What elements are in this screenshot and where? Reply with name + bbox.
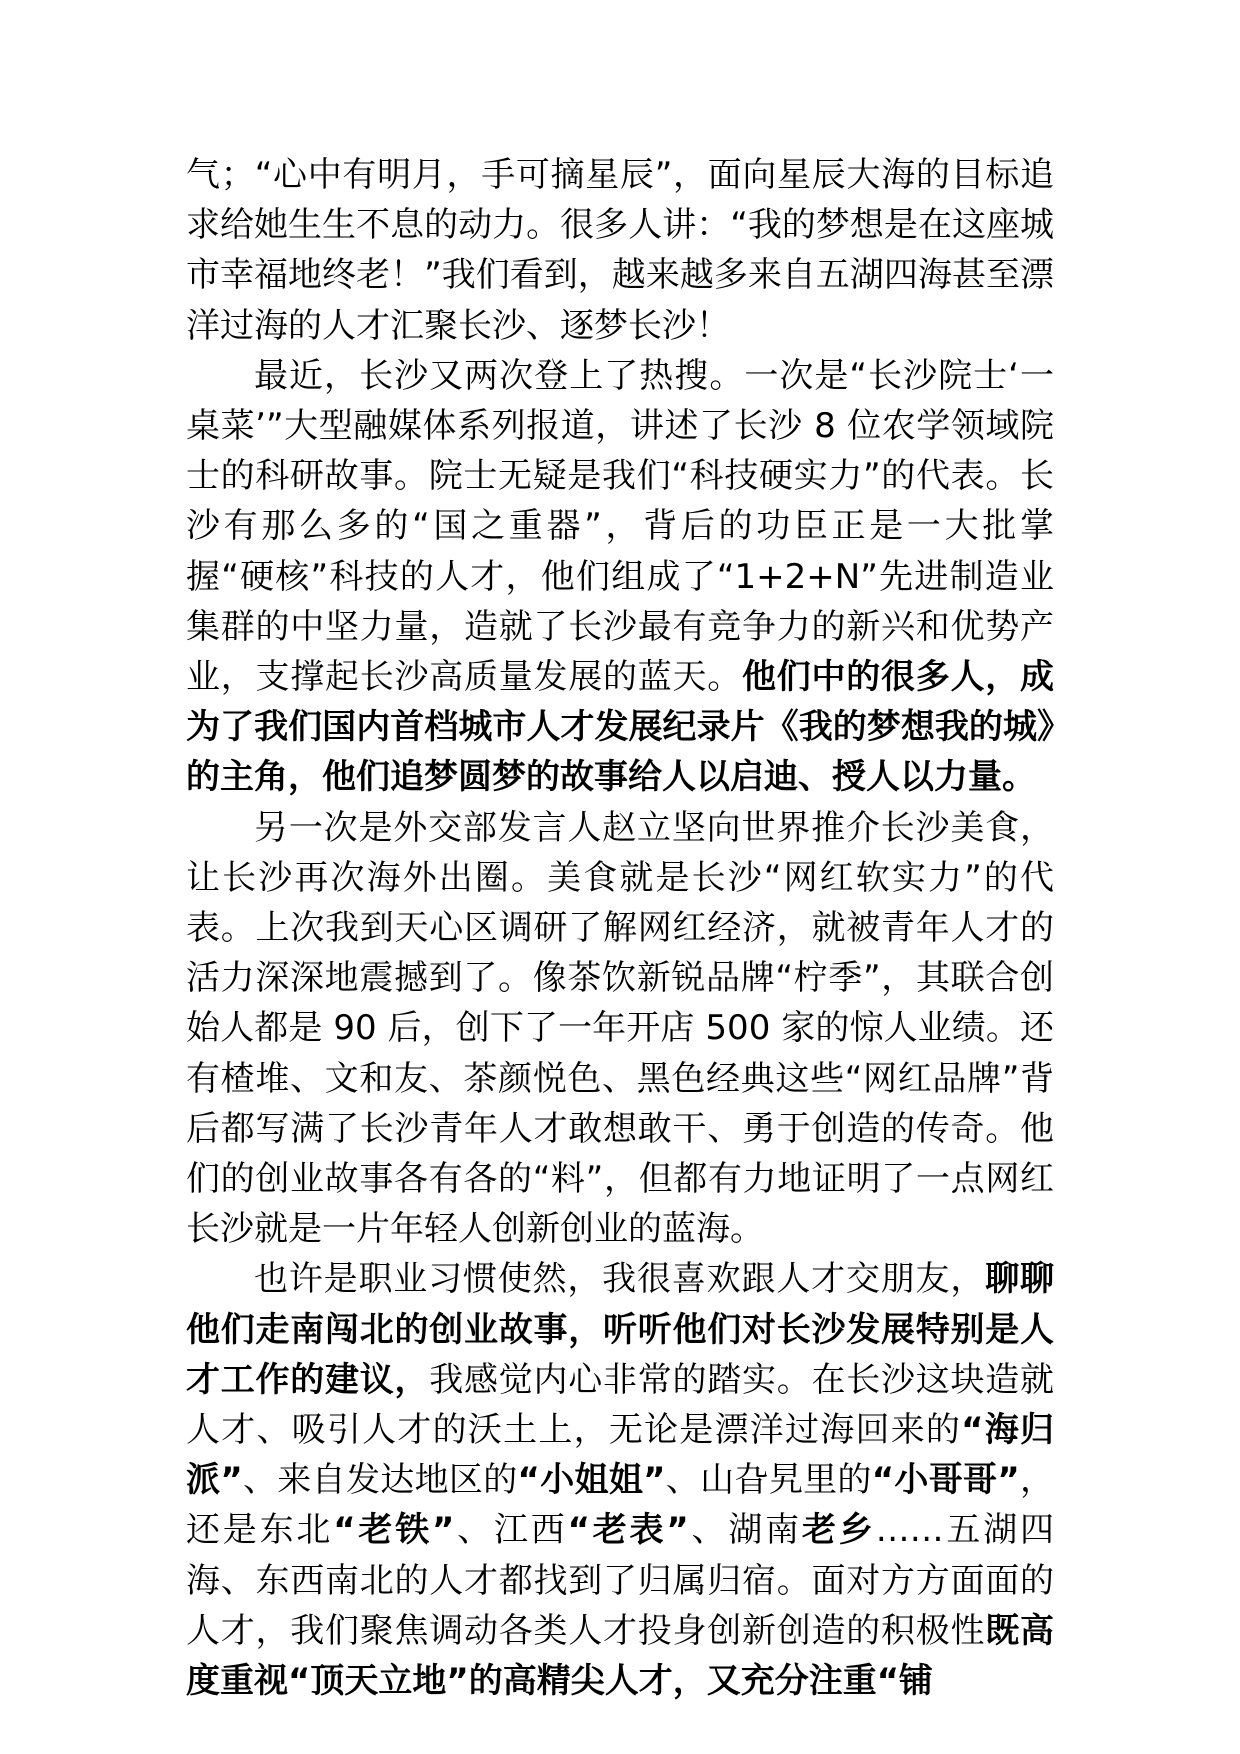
text-run: 最近，长沙又两次登上了热搜。一次是“长沙院士‘一桌菜’”大型融媒体系列报道，讲述了长沙 8 位农学领域院士的科研故事。院士无疑是我们“科技硬实力”的代表。长沙有那么多的“国之重器”，背后的功臣正是一大批掌握“硬核”科技的人才，他们组成了“1+2+N”先进制造业集群的中坚力量，造就了长沙最有竞争力的新兴和优势产业，支撑起长沙高质量发展的蓝天。 [186,355,1054,698]
text-run: 、湖南 [688,1510,802,1551]
text-run: 也许是职业习惯使然，我很喜欢跟人才交朋友， [254,1259,986,1300]
bold-text-run: 聊聊他们走南闯北的创业故事，听听他们对长沙发展特别是人才工作的建议， [186,1259,1055,1400]
text-run: 、山旮旯里的 [665,1460,872,1501]
text-run: ，还是东北 [186,1460,1055,1551]
text-run: 气；“心中有明月，手可摘星辰”，面向星辰大海的目标追求给她生生不息的动力。很多人讲：“我的梦想是在这座城市幸福地终老！”我们看到，越来越多来自五湖四海甚至漂洋过海的人才汇聚长沙、逐梦长沙！ [186,155,1054,346]
paragraph-3 [186,803,1054,1255]
bold-text-run: 他们中的很多人，成为了我们国内首档城市人才发展纪录片《我的梦想我的城》的主角，他们追梦圆梦的故事给人以启迪、授人以力量。 [186,657,1054,798]
bold-text-run: “老铁” [333,1510,455,1551]
bold-text-run: 既高度重视“顶天立地”的高精尖人才，又充分注重“铺 [186,1610,1054,1702]
bold-text-run: “老表” [567,1510,689,1551]
text-run: ……五湖四海、东西南北的人才都找到了归属归宿。面对方方面面的人才，我们聚焦调动各类人才投身创新创造的积极性 [186,1510,1055,1651]
paragraph-2 [186,351,1054,803]
bold-text-run: 老乡 [801,1510,876,1551]
bold-text-run: “小姐姐” [517,1460,666,1501]
bold-text-run: “海归派” [186,1410,1054,1501]
text-run: 我感觉内心非常的踏实。在长沙这块造就人才、吸引人才的沃土上，无论是漂洋过海回来的 [186,1359,1054,1451]
text-run: 、江西 [454,1510,568,1551]
text-run: 另一次是外交部发言人赵立坚向世界推介长沙美食，让长沙再次海外出圈。美食就是长沙“网红软实力”的代表。上次我到天心区调研了解网红经济，就被青年人才的活力深深地震撼到了。像茶饮新锐品牌“柠季”，其联合创始人都是 90 后，创下了一年开店 500 家的惊人业绩。还有楂堆、文和友、茶颜悦色、黑色经典这些“网红品牌”背后都写满了长沙青年人才敢想敢干、勇于创造的传奇。他们的创业故事各有各的“料”，但都有力地证明了一点网红长沙就是一片年轻人创新创业的蓝海。 [186,807,1054,1250]
bold-text-run: “小哥哥” [871,1460,1020,1501]
text-run: 、来自发达地区的 [242,1460,518,1501]
paragraph-4 [186,1254,1054,1706]
document-page [186,150,1054,1706]
paragraph-1 [186,150,1054,351]
